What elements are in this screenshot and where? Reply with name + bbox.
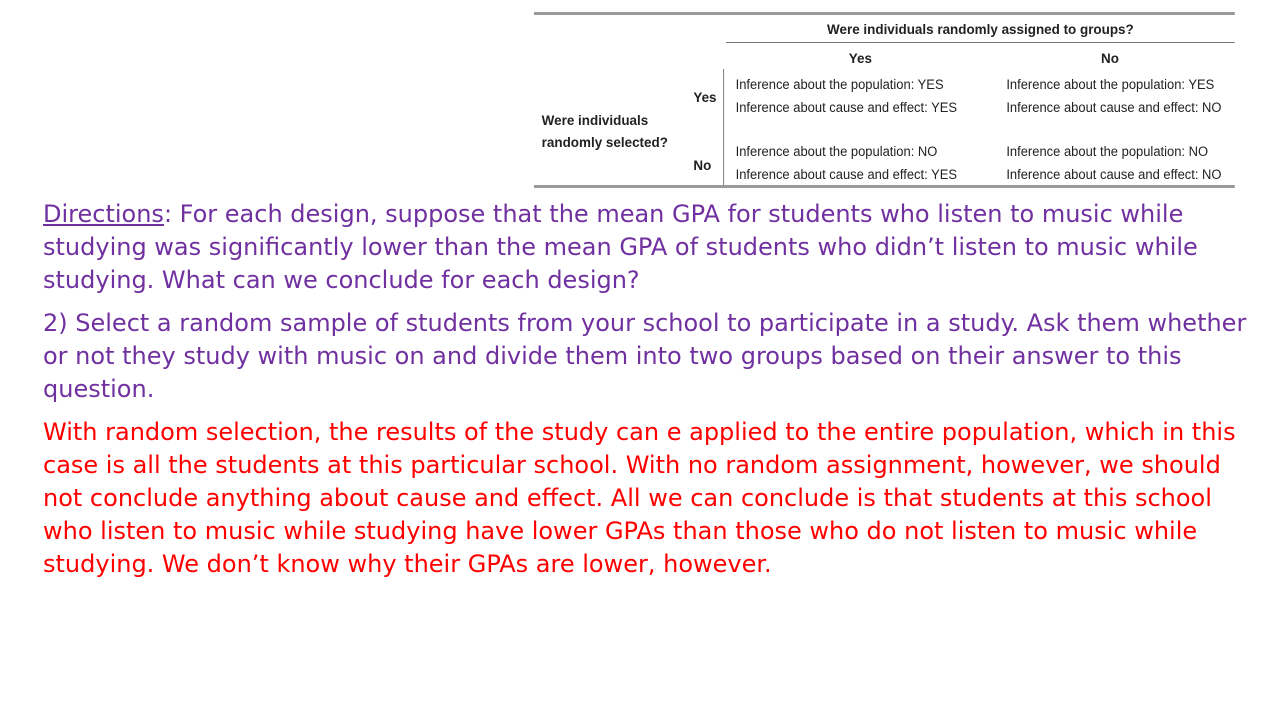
cell-cause-line: Inference about cause and effect: NO xyxy=(1006,100,1222,115)
table-header-rule xyxy=(726,42,1235,43)
cell-cause-line: Inference about cause and effect: YES xyxy=(735,100,958,115)
cell-selected-yes-assigned-no xyxy=(1006,73,1221,119)
row-header-label-line1: Were individuals xyxy=(541,112,649,128)
directions-label: Directions xyxy=(43,200,164,228)
cell-selected-yes-assigned-yes xyxy=(736,73,957,119)
cell-selected-no-assigned-yes xyxy=(736,140,957,186)
row-header-label-line2: randomly selected? xyxy=(541,134,668,150)
inference-table xyxy=(534,12,1235,188)
column-header-yes: Yes xyxy=(848,50,872,66)
slide-body xyxy=(43,198,1253,591)
column-header-no: No xyxy=(1101,50,1119,66)
cell-population-line: Inference about the population: YES xyxy=(735,77,944,92)
cell-selected-no-assigned-no xyxy=(1006,140,1221,186)
cell-population-line: Inference about the population: NO xyxy=(735,144,938,159)
table-heading: Were individuals randomly assigned to groups? xyxy=(827,21,1134,37)
cell-cause-line: Inference about cause and effect: NO xyxy=(1006,167,1222,182)
row-header-no: No xyxy=(693,157,712,173)
answer-paragraph: With random selection, the results of the study can e applied to the entire population, which in this case is all the students at this particular school. With no random assignment, however, we should not conclude anything about cause and effect. All we can conclude is that students at this school who listen to music while studying have lower GPAs than those who do not listen to music while studying. We don’t know why their GPAs are lower, however. xyxy=(43,418,1236,578)
table-row-divider xyxy=(723,69,724,185)
question-paragraph: 2) Select a random sample of students from your school to participate in a study. Ask them whether or not they study with music on and divide them into two groups based on their answer to this question. xyxy=(43,309,1247,403)
directions-text: : For each design, suppose that the mean GPA for students who listen to music while studying was significantly lower than the mean GPA of students who didn’t listen to music while studying. What can we conclude for each design? xyxy=(43,200,1198,294)
row-header-label xyxy=(542,109,668,153)
directions-paragraph xyxy=(43,198,1253,297)
cell-population-line: Inference about the population: YES xyxy=(1006,77,1215,92)
row-header-yes: Yes xyxy=(693,89,717,105)
cell-cause-line: Inference about cause and effect: YES xyxy=(735,167,958,182)
cell-population-line: Inference about the population: NO xyxy=(1006,144,1209,159)
